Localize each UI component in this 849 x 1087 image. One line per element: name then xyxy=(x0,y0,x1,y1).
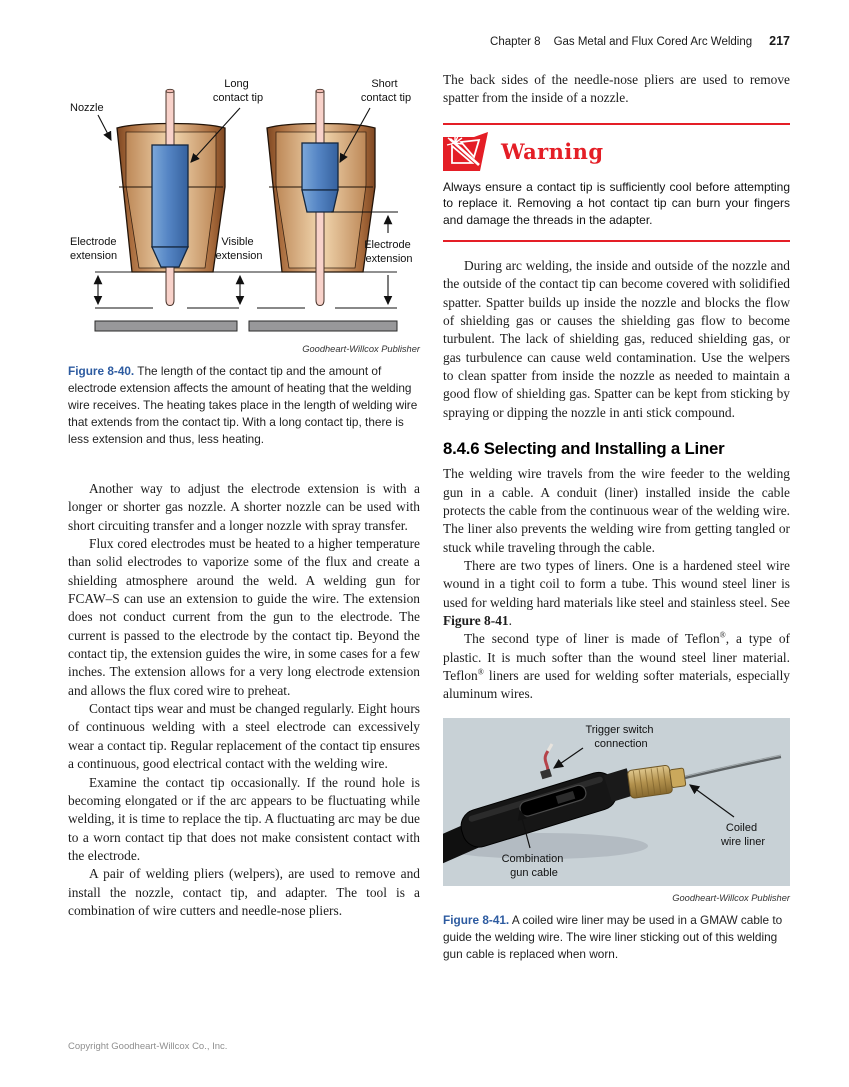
section-heading-8-4-6: 8.4.6 Selecting and Installing a Liner xyxy=(443,439,725,459)
chapter-label: Chapter 8 xyxy=(490,36,541,48)
paragraph-text: , a type of plastic. It is much softer than the wound steel liner material. Teflon xyxy=(443,631,790,683)
figure-8-41-caption xyxy=(443,912,790,963)
paragraph: During arc welding, the inside and outside of the nozzle and the outside of the contact tip can become covered with solidified spatter. Spatter builds up inside the nozzle and blocks the flow of shielding gas or causes the shielding gas flow to become turbulent. The lack of shielding gas, reduced shielding gas, or gas turbulence can cause weld contamination. Use the welpers to clean spatter from inside the nozzle as needed to maintain a good flow of shielding gas. Spatter can be kept from sticking by spraying or dipping the nozzle in anti stick compound. xyxy=(443,258,790,420)
paragraph: The welding wire travels from the wire feeder to the welding gun in a cable. A conduit (liner) installed inside the cable protects the cable from the continuous wear of the welding wire. The liner also prevents the welding wire from getting tangled or stuck while traveling through the cable. xyxy=(443,466,790,555)
warning-title: Warning xyxy=(501,138,604,164)
paragraph: Contact tips wear and must be changed regularly. Eight hours of continuous welding with a steel electrode can excessively wear a contact tip. Regular replacement of the contact tip ensures a continuous, good electrical contact with the welding wire. xyxy=(68,701,420,772)
warning-box xyxy=(443,123,790,242)
welding-spark-warning-icon xyxy=(443,132,488,171)
paragraph: The back sides of the needle-nose pliers are used to remove spatter from the inside of a nozzle. xyxy=(443,72,790,106)
label-electrode-extension-left: Electrode extension xyxy=(70,236,118,262)
paragraph-text: There are two types of liners. One is a hardened steel wire wound in a tight coil to form a tube. This wound steel liner is used for welding hard materials like steel and stainless steel. See xyxy=(443,557,790,610)
left-column-text xyxy=(68,480,420,920)
paragraph-text: The second type of liner is made of Teflon xyxy=(464,631,720,647)
label-electrode-extension-right: Electrode extension xyxy=(364,239,413,265)
label-trigger-switch-connection: Trigger switch connection xyxy=(585,723,654,750)
figure-reference: Figure 8-41 xyxy=(443,612,509,628)
label-long-contact-tip: Long contact tip xyxy=(212,78,264,104)
contact-tip-long xyxy=(152,145,188,267)
label-nozzle: Nozzle xyxy=(70,102,104,114)
registered-mark: ® xyxy=(719,630,726,640)
left-column xyxy=(68,75,420,920)
figure-8-41-photo xyxy=(443,718,790,886)
paragraph xyxy=(443,557,790,630)
warning-header xyxy=(443,132,790,171)
label-short-contact-tip: Short contact tip xyxy=(360,78,412,104)
figure-8-40-caption xyxy=(68,363,420,448)
warning-text: Always ensure a contact tip is sufficiently cool before attempting to replace it. Removing a hot contact tip can burn your fingers and damage the threads in the adapter. xyxy=(443,179,790,228)
paragraph: Another way to adjust the electrode extension is with a longer or shorter gas nozzle. A shorter nozzle can be used with short circuiting transfer and a longer nozzle with spray transfer. xyxy=(68,481,420,533)
figure-8-40-caption-text: The length of the contact tip and the amount of electrode extension affects the amount of heating that the welding wire receives. The heating takes place in the length of welding wire that extends from the contact tip. With a long contact tip, there is less extension and thus, less heating. xyxy=(68,364,418,446)
paragraph-text: . xyxy=(508,612,512,628)
registered-mark: ® xyxy=(477,667,484,677)
paragraph: A pair of welding pliers (welpers), are used to remove and install the nozzle, contact tip, and adapter. The tool is a combination of wire cutters and needle-nose pliers. xyxy=(68,866,420,918)
paragraph-text: liners are used for welding softer materials, especially aluminum wires. xyxy=(443,667,790,702)
copyright-footer: Copyright Goodheart-Willcox Co., Inc. xyxy=(68,1041,228,1052)
figure-8-41-credit: Goodheart-Willcox Publisher xyxy=(672,892,790,903)
figure-8-40-diagram xyxy=(68,75,420,337)
paragraph xyxy=(443,630,790,703)
paragraph: Examine the contact tip occasionally. If the round hole is becoming elongated or if the arc appears to be fluctuating while welding, it is time to replace the tip. A fluctuating arc may be due to a worn contact tip that does not make consistent contact with the electrode. xyxy=(68,774,420,863)
label-coiled-wire-liner: Coiled wire liner xyxy=(720,821,766,848)
figure-8-40-caption-label: Figure 8-40. xyxy=(68,364,135,378)
workpiece-left xyxy=(95,321,237,331)
page-number: 217 xyxy=(769,34,790,48)
right-column xyxy=(443,71,790,963)
figure-8-41-caption-label: Figure 8-41. xyxy=(443,912,510,927)
label-combination-gun-cable: Combination gun cable xyxy=(501,852,564,879)
paragraph: Flux cored electrodes must be heated to a higher temperature than solid electrodes to vaporize some of the flux and create a shielding atmosphere around the weld. A welding gun for FCAW–S can use an extension to guide the wire. The extension does not conduct current from the gun to the electrode. The current is passed to the electrode by the contact tip. Beyond the contact tip, the extension guides the wire, in some cases for a few inches. The extension allows for a very long electrode extension and allows the flux cored wire to preheat. xyxy=(68,536,420,698)
label-visible-extension: Visible extension xyxy=(215,236,263,262)
contact-tip-short xyxy=(302,143,338,212)
figure-8-40-credit: Goodheart-Willcox Publisher xyxy=(302,344,420,354)
figure-8-41-caption-text: A coiled wire liner may be used in a GMAW cable to guide the welding wire. The wire liner sticking out of this welding gun cable is replaced when worn. xyxy=(443,912,783,961)
page-header xyxy=(443,34,790,48)
workpiece-right xyxy=(249,321,397,331)
chapter-title: Gas Metal and Flux Cored Arc Welding xyxy=(553,36,753,48)
